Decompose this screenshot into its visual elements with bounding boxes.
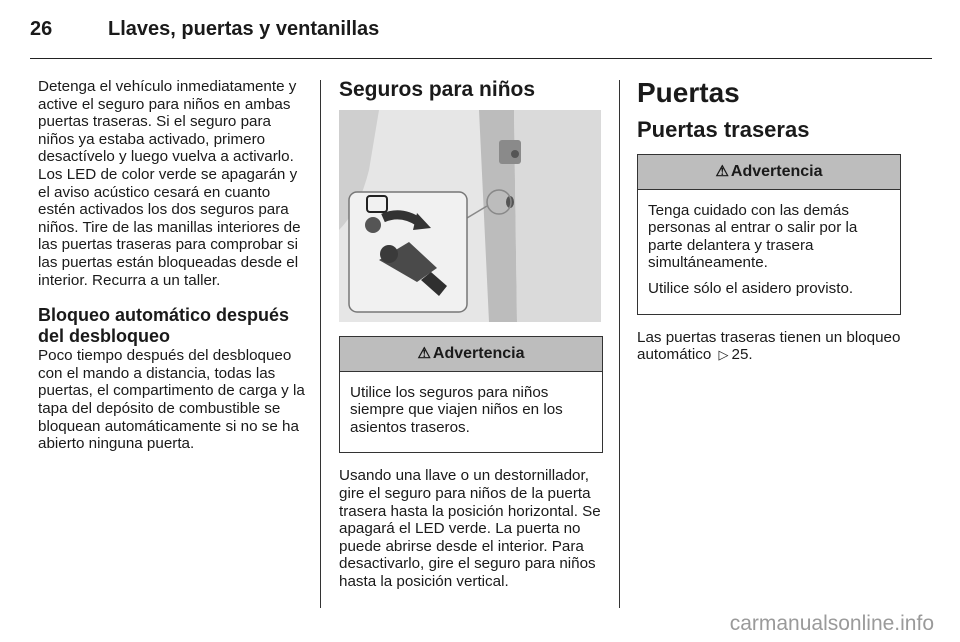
warning-header [638,155,900,190]
intro-paragraph: Detenga el vehículo inmediatamente y active el seguro para niños en ambas puertas traseras. Si el seguro para niños ya estaba activado, primero desactívelo y luego vuelva a activarlo. Los LED de color verde se apagarán y el aviso acústico cesará en cuanto estén activados los dos seguros para niños. Tire de las manillas interiores de las puertas traseras para comprobar si las puertas están bloqueadas desde el interior. Recurra a un taller. [38,78,301,289]
body-paragraph: Poco tiempo después del desbloqueo con el mando a distancia, todas las puertas, el compartimento de carga y la tapa del depósito de combustible se bloquean automáticamente si no se ha abierto ninguna puerta. [38,347,305,453]
warning-title: Advertencia [432,345,525,362]
page-number: 26 [30,18,53,40]
subsection-heading: Puertas traseras [637,117,810,142]
child-lock-illustration [339,110,601,322]
body-text: Las puertas traseras tienen un bloqueo automático [637,328,901,364]
page-reference[interactable]: 25. [731,346,753,364]
header-rule [30,58,932,59]
left-column [38,78,306,463]
chapter-section-heading: Puertas [637,77,740,108]
warning-content [340,372,602,453]
warning-text: Utilice sólo el asidero provisto. [648,279,854,297]
body-paragraph: Usando una llave o un destornillador, gire el seguro para niños de la puerta trasera hasta la posición horizontal. Se apagará el LED verde. La puerta no puede abrirse desde el interior. Para desactivarlo, gire el seguro para niños hasta la posición vertical. [339,467,601,590]
body-paragraph [637,329,901,364]
column-separator [320,80,321,608]
warning-text: Utilice los seguros para niños siempre que viajen niños en los asientos traseros. [350,383,563,436]
section-heading: Seguros para niños [339,78,536,101]
page-reference-arrow-icon: ▷ [718,347,729,363]
warning-box [637,154,901,315]
watermark: carmanualsonline.info [729,612,934,635]
warning-triangle-icon: ⚠ [715,163,729,180]
right-column [637,78,901,374]
warning-box [339,336,603,453]
warning-content [638,190,900,314]
warning-triangle-icon: ⚠ [417,345,431,362]
column-separator [619,80,620,608]
chapter-title: Llaves, puertas y ventanillas [108,18,380,40]
section-heading: Bloqueo automático después del desbloqueo [38,305,290,347]
header-bar [30,18,379,41]
warning-title: Advertencia [730,163,823,180]
warning-header [340,337,602,372]
middle-column [339,78,603,601]
warning-text: Tenga cuidado con las demás personas al entrar o salir por la parte delantera y trasera simultáneamente. [648,201,858,272]
